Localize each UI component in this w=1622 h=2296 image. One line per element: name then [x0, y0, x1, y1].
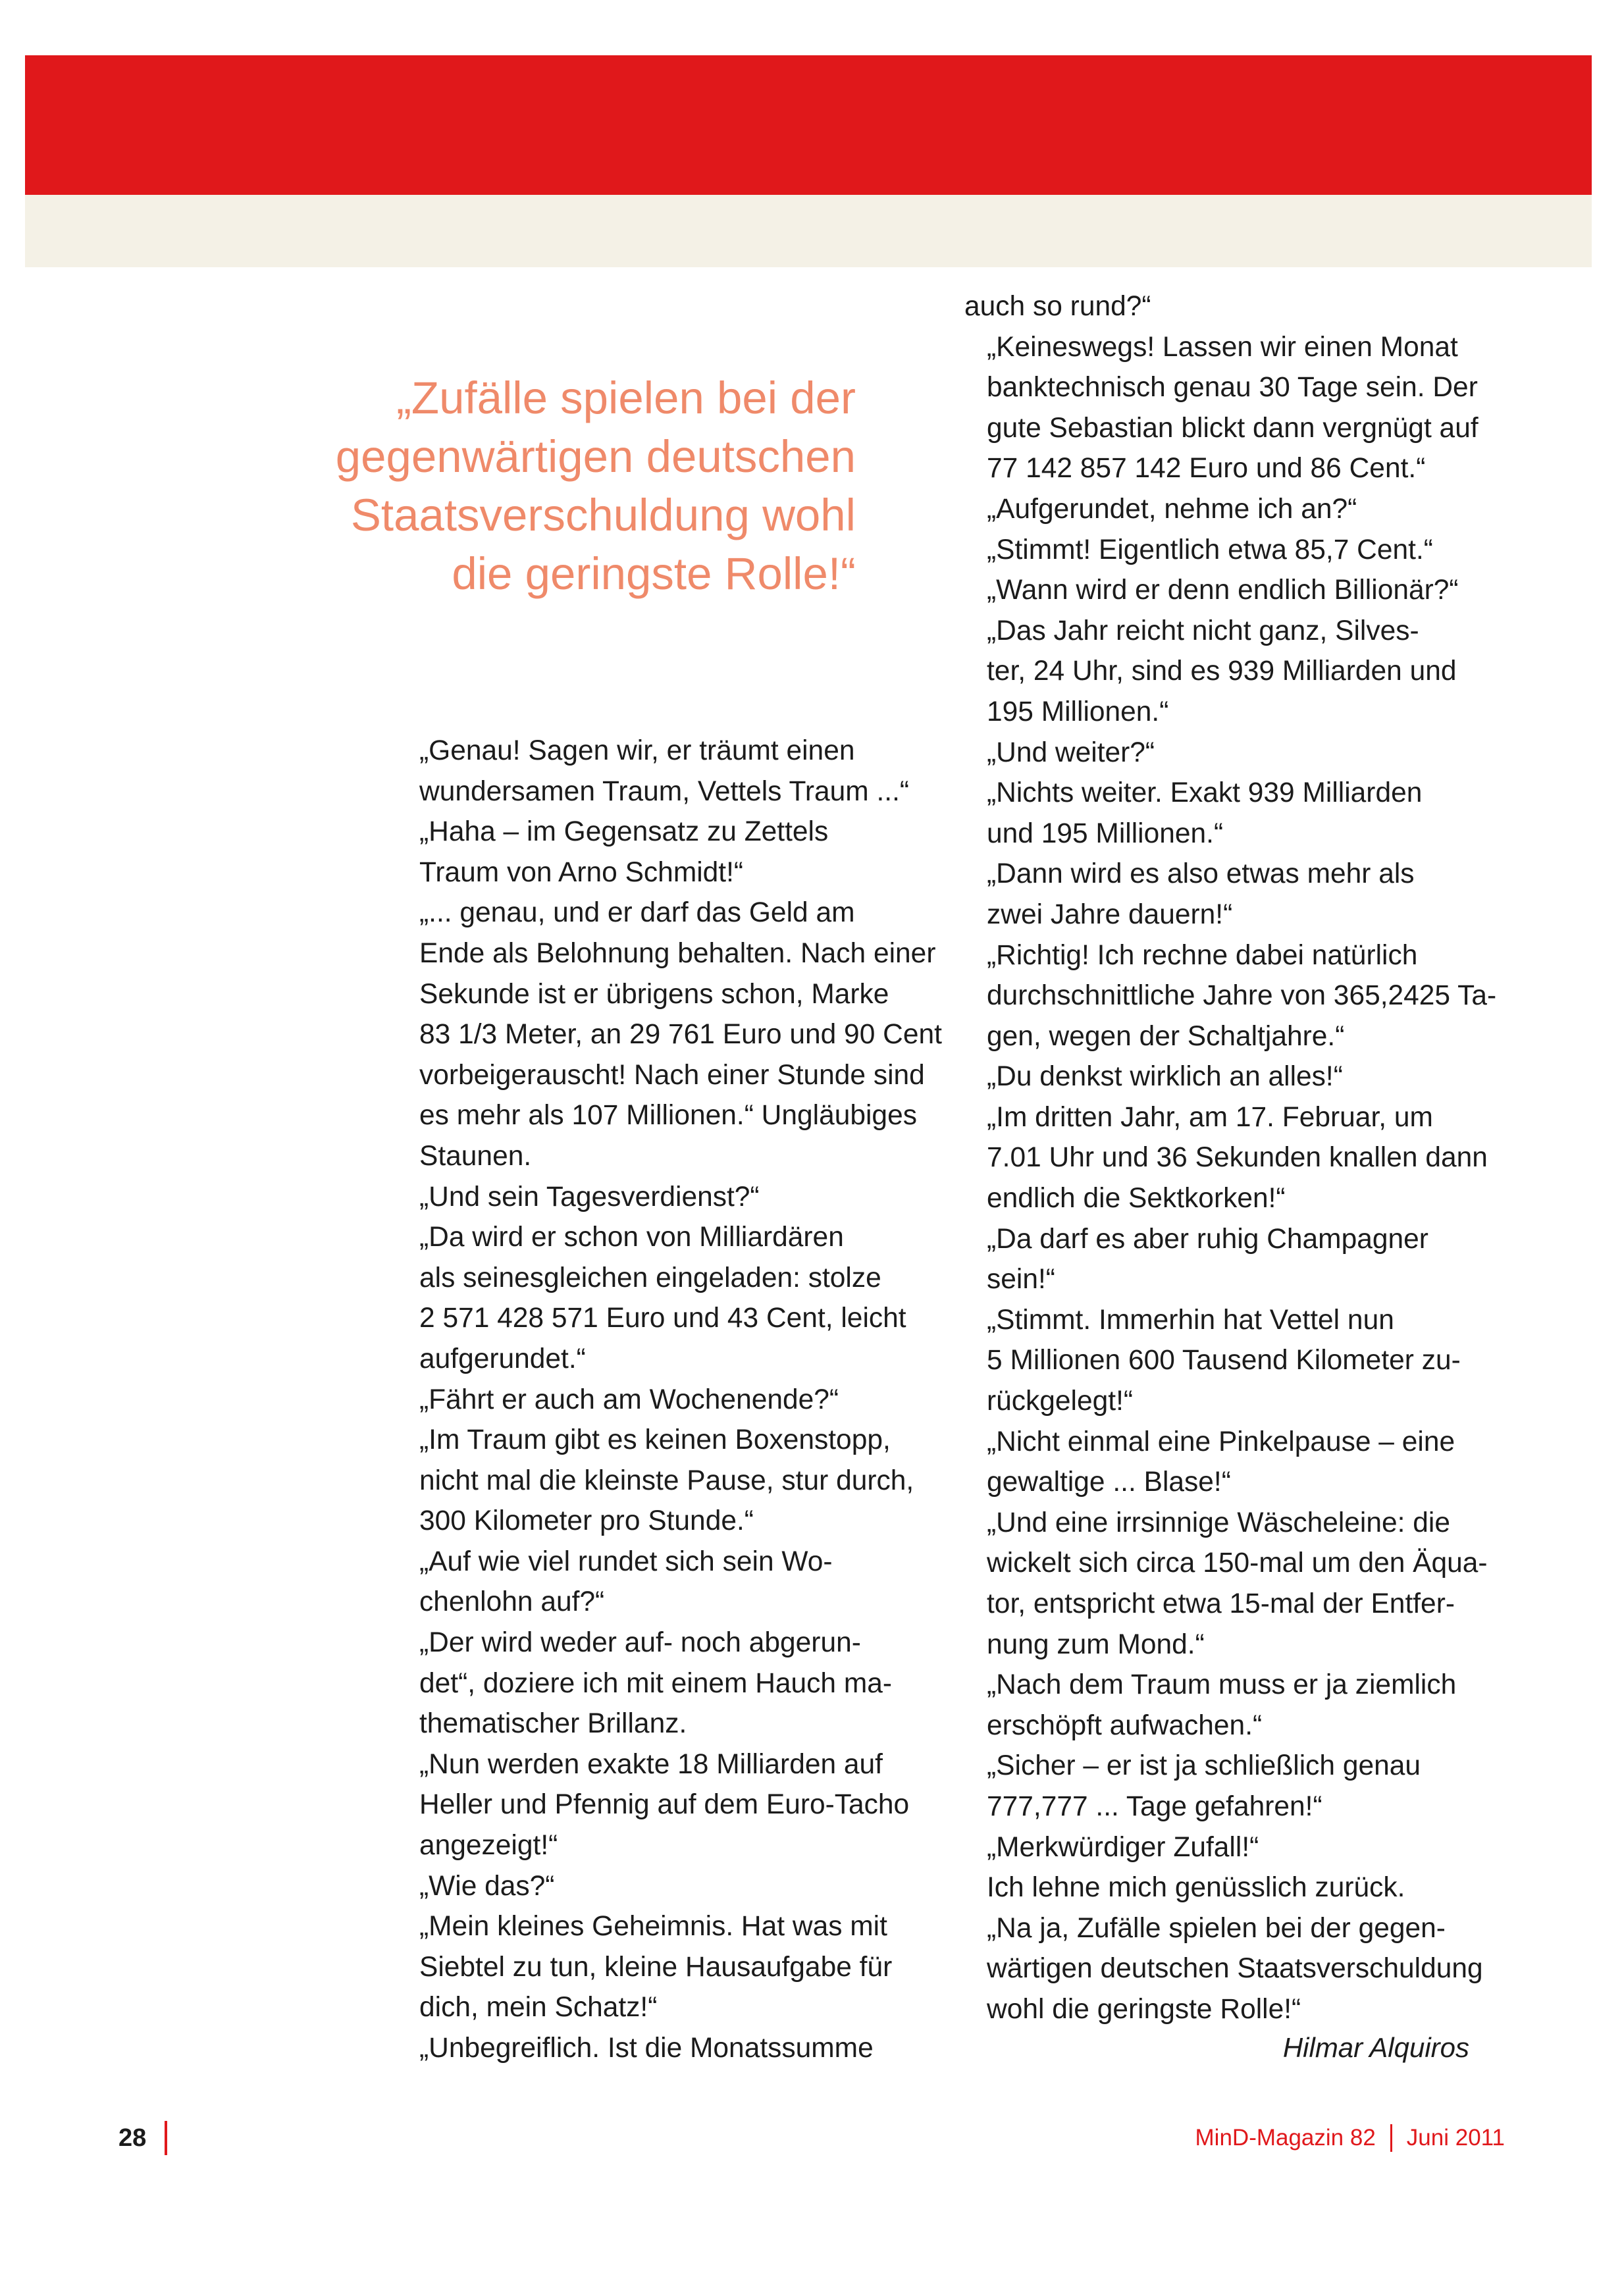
text-line: banktechnisch genau 30 Tage sein. Der — [987, 372, 1478, 404]
text-line: Sekunde ist er übrigens schon, Marke — [419, 978, 889, 1010]
text-line: wärtigen deutschen Staatsverschuldung — [987, 1953, 1483, 1985]
text-line: 2 571 428 571 Euro und 43 Cent, leicht — [419, 1303, 906, 1334]
text-line: „Wie das?“ — [419, 1870, 555, 1902]
text-line: „Dann wird es also etwas mehr als — [987, 858, 1415, 890]
text-line: und 195 Millionen.“ — [987, 818, 1224, 849]
text-line: „Nicht einmal eine Pinkelpause – eine — [987, 1426, 1455, 1457]
paragraph — [964, 489, 1491, 530]
text-line: wundersamen Traum, Vettels Traum ...“ — [419, 775, 910, 807]
text-line: als seinesgleichen eingeladen: stolze — [419, 1262, 881, 1293]
article-column-left — [397, 731, 942, 2069]
text-line: 83 1/3 Meter, an 29 761 Euro und 90 Cent — [419, 1019, 942, 1051]
text-line: Staunen. — [419, 1140, 532, 1172]
text-line: tor, entspricht etwa 15-mal der Entfer- — [987, 1588, 1455, 1619]
text-line: gewaltige ... Blase!“ — [987, 1467, 1231, 1498]
text-line: dich, mein Schatz!“ — [419, 1992, 658, 2023]
text-line: Ende als Belohnung behalten. Nach einer — [419, 937, 936, 969]
paragraph — [964, 611, 1491, 733]
paragraph — [397, 812, 897, 893]
text-line: wickelt sich circa 150-mal um den Äqua- — [987, 1548, 1488, 1579]
text-line: auch so rund?“ — [964, 291, 1151, 322]
text-line: „Fährt er auch am Wochenende?“ — [419, 1384, 839, 1415]
magazine-name: MinD-Magazin 82 — [1195, 2125, 1376, 2151]
paragraph — [964, 1057, 1491, 1097]
text-line: nung zum Mond.“ — [987, 1629, 1205, 1660]
paragraph — [397, 1420, 914, 1542]
paragraph — [964, 773, 1491, 854]
text-line: „Im dritten Jahr, am 17. Februar, um — [987, 1101, 1433, 1133]
paragraph — [964, 1827, 1491, 1868]
text-line: erschöpft aufwachen.“ — [987, 1709, 1263, 1741]
paragraph — [964, 733, 1491, 773]
text-line: „Nichts weiter. Exakt 939 Milliarden — [987, 777, 1423, 809]
text-line: „Wann wird er denn endlich Billionär?“ — [987, 575, 1459, 606]
issue-date: Juni 2011 — [1406, 2125, 1505, 2151]
text-line: rückgelegt!“ — [987, 1386, 1134, 1417]
article-column-right — [964, 286, 1497, 2030]
text-line: thematischer Brillanz. — [419, 1708, 687, 1740]
header-cream-band — [25, 195, 1592, 267]
paragraph — [964, 854, 1491, 935]
text-line: Ich lehne mich genüsslich zurück. — [987, 1872, 1405, 1904]
paragraph — [964, 530, 1491, 571]
text-line: 77 142 857 142 Euro und 86 Cent.“ — [987, 453, 1426, 484]
text-line: „Na ja, Zufälle spielen bei der gegen- — [987, 1912, 1446, 1944]
text-line: „Unbegreiflich. Ist die Monatssumme — [419, 2033, 874, 2064]
pull-quote-line: gegenwärtigen deutschen — [335, 431, 856, 482]
text-line: „Das Jahr reicht nicht ganz, Silves- — [987, 615, 1419, 646]
text-line: 300 Kilometer pro Stunde.“ — [419, 1505, 754, 1537]
footer-divider — [165, 2121, 167, 2155]
paragraph — [964, 286, 1491, 327]
page-number: 28 — [118, 2124, 147, 2152]
text-line: 7.01 Uhr und 36 Sekunden knallen dann — [987, 1142, 1488, 1174]
pull-quote-line: Staatsverschuldung wohl — [350, 490, 856, 540]
text-line: nicht mal die kleinste Pause, stur durch, — [419, 1465, 914, 1496]
paragraph — [964, 1908, 1491, 2030]
text-line: 195 Millionen.“ — [987, 696, 1169, 727]
text-line: chenlohn auf?“ — [419, 1586, 605, 1618]
text-line: „Nun werden exakte 18 Milliarden auf — [419, 1748, 883, 1780]
text-line: sein!“ — [987, 1264, 1055, 1295]
text-line: endlich die Sektkorken!“ — [987, 1183, 1286, 1214]
text-line: det“, doziere ich mit einem Hauch ma- — [419, 1667, 893, 1699]
text-line: „Keineswegs! Lassen wir einen Monat — [987, 331, 1458, 363]
text-line: Siebtel zu tun, kleine Hausaufgabe für — [419, 1951, 893, 1983]
text-line: 777,777 ... Tage gefahren!“ — [987, 1790, 1322, 1822]
text-line: aufgerundet.“ — [419, 1343, 586, 1374]
text-line: 5 Millionen 600 Tausend Kilometer zu- — [987, 1345, 1461, 1376]
paragraph — [964, 327, 1491, 489]
pull-quote — [250, 369, 856, 603]
text-line: „Aufgerundet, nehme ich an?“ — [987, 493, 1357, 525]
text-line: „Und eine irrsinnige Wäscheleine: die — [987, 1507, 1450, 1538]
pull-quote-line: „Zufälle spielen bei der — [396, 373, 856, 423]
text-line: zwei Jahre dauern!“ — [987, 899, 1233, 930]
text-line: „Stimmt. Immerhin hat Vettel nun — [987, 1304, 1394, 1336]
paragraph — [397, 893, 942, 1176]
text-line: wohl die geringste Rolle!“ — [987, 1993, 1301, 2025]
paragraph — [397, 2028, 897, 2069]
paragraph — [964, 1422, 1491, 1503]
pull-quote-line: die geringste Rolle!“ — [452, 548, 856, 599]
text-line: „Stimmt! Eigentlich etwa 85,7 Cent.“ — [987, 534, 1433, 565]
paragraph — [397, 1866, 897, 1907]
text-line: „Auf wie viel rundet sich sein Wo- — [419, 1546, 833, 1577]
text-line: „Sicher – er ist ja schließlich genau — [987, 1750, 1421, 1782]
text-line: durchschnittliche Jahre von 365,2425 Ta- — [987, 980, 1497, 1012]
paragraph — [397, 1177, 897, 1218]
text-line: „Mein kleines Geheimnis. Hat was mit — [419, 1911, 887, 1943]
text-line: „Nach dem Traum muss er ja ziemlich — [987, 1669, 1457, 1701]
text-line: „Und sein Tagesverdienst?“ — [419, 1181, 760, 1213]
paragraph — [964, 1219, 1491, 1300]
text-line: „Da darf es aber ruhig Champagner — [987, 1223, 1428, 1255]
text-line: „Du denkst wirklich an alles!“ — [987, 1061, 1343, 1093]
footer-divider — [1390, 2124, 1392, 2152]
author-signature: Hilmar Alquiros — [1282, 2032, 1469, 2063]
paragraph — [964, 1097, 1491, 1219]
paragraph — [964, 1503, 1491, 1665]
paragraph — [964, 1746, 1491, 1827]
footer-page-number — [118, 2118, 167, 2158]
text-line: Heller und Pfennig auf dem Euro-Tacho — [419, 1789, 910, 1821]
text-line: angezeigt!“ — [419, 1830, 558, 1862]
text-line: Traum von Arno Schmidt!“ — [419, 856, 744, 888]
text-line: „Im Traum gibt es keinen Boxenstopp, — [419, 1424, 891, 1456]
text-line: „... genau, und er darf das Geld am — [419, 897, 855, 929]
paragraph — [397, 1906, 897, 2028]
paragraph — [397, 731, 910, 812]
header-red-band — [25, 55, 1592, 195]
paragraph — [397, 1744, 910, 1866]
text-line: gute Sebastian blickt dann vergnügt auf — [987, 412, 1478, 444]
text-line: „Haha – im Gegensatz zu Zettels — [419, 816, 829, 848]
text-line: „Und weiter?“ — [987, 737, 1155, 768]
text-line: ter, 24 Uhr, sind es 939 Milliarden und — [987, 656, 1457, 687]
paragraph — [397, 1542, 897, 1623]
text-line: „Merkwürdiger Zufall!“ — [987, 1831, 1259, 1863]
text-line: „Genau! Sagen wir, er träumt einen — [419, 735, 855, 766]
paragraph — [397, 1217, 906, 1379]
paragraph — [397, 1623, 897, 1744]
text-line: „Der wird weder auf- noch abgerun- — [419, 1627, 861, 1659]
paragraph — [964, 1300, 1491, 1422]
paragraph — [397, 1380, 897, 1421]
text-line: es mehr als 107 Millionen.“ Ungläubiges — [419, 1100, 917, 1132]
text-line: vorbeigerauscht! Nach einer Stunde sind — [419, 1059, 925, 1091]
paragraph — [964, 570, 1491, 611]
paragraph — [964, 1665, 1491, 1746]
paragraph — [964, 1867, 1491, 1908]
text-line: „Richtig! Ich rechne dabei natürlich — [987, 939, 1418, 971]
footer-magazine-info — [1195, 2118, 1505, 2158]
text-line: „Da wird er schon von Milliardären — [419, 1222, 844, 1253]
text-line: gen, wegen der Schaltjahre.“ — [987, 1020, 1345, 1052]
paragraph — [964, 935, 1497, 1057]
